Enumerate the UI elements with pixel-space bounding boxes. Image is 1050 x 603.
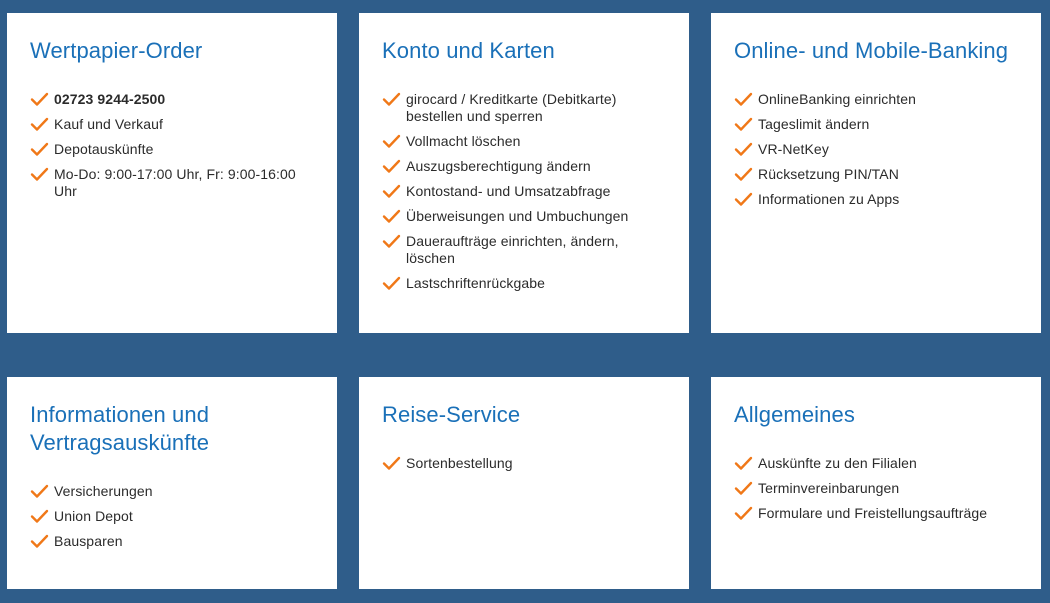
list-item-label: Formulare und Freistellungsaufträge (758, 505, 988, 521)
checkmark-icon (734, 92, 753, 107)
list-item-label: Informationen zu Apps (758, 191, 900, 207)
checkmark-icon (30, 92, 49, 107)
list-item (30, 116, 315, 133)
list-item (734, 166, 1019, 183)
list-item-label: Vollmacht löschen (406, 133, 521, 149)
card-list (30, 91, 315, 200)
checkmark-icon (30, 484, 49, 499)
card-list (734, 91, 1019, 208)
list-item-label: VR-NetKey (758, 141, 829, 157)
card-list (382, 91, 667, 292)
list-item (30, 508, 315, 525)
list-item (734, 91, 1019, 108)
list-item-hours (30, 166, 315, 200)
list-item (382, 158, 667, 175)
list-item-label: Auskünfte zu den Filialen (758, 455, 917, 471)
checkmark-icon (30, 534, 49, 549)
card-title: Allgemeines (734, 402, 855, 427)
list-item (382, 183, 667, 200)
list-item-label: Kontostand- und Umsatzabfrage (406, 183, 611, 199)
list-item-label: Terminvereinbarungen (758, 480, 900, 496)
list-item-label: Union Depot (54, 508, 133, 524)
list-item (30, 533, 315, 550)
list-item-label: OnlineBanking einrichten (758, 91, 917, 107)
list-item (734, 505, 1019, 522)
list-item (30, 141, 315, 158)
list-item (382, 91, 667, 125)
checkmark-icon (30, 167, 49, 182)
card-list (382, 455, 667, 472)
list-item-phone[interactable] (30, 91, 315, 108)
checkmark-icon (734, 481, 753, 496)
list-item (734, 191, 1019, 208)
list-item (382, 455, 667, 472)
checkmark-icon (734, 456, 753, 471)
checkmark-icon (734, 192, 753, 207)
card-title: Informationen und Vertragsauskünfte (30, 402, 210, 455)
card-title: Online- und Mobile-Banking (734, 38, 1009, 63)
list-item-label: girocard / Kreditkarte (Debitkarte) bestellen und sperren (406, 91, 617, 124)
checkmark-icon (382, 234, 401, 249)
checkmark-icon (734, 506, 753, 521)
list-item-label: Daueraufträge einrichten, ändern, löschen (406, 233, 619, 266)
list-item-label: Versicherungen (54, 483, 153, 499)
checkmark-icon (382, 184, 401, 199)
list-item-label: Lastschriftenrückgabe (406, 275, 546, 291)
checkmark-icon (30, 117, 49, 132)
list-item-label: 02723 9244-2500 (54, 91, 166, 107)
checkmark-icon (382, 276, 401, 291)
list-item-label: Sortenbestellung (406, 455, 513, 471)
checkmark-icon (382, 456, 401, 471)
checkmark-icon (30, 509, 49, 524)
card-title: Konto und Karten (382, 38, 555, 63)
card-allgemeines (711, 377, 1041, 589)
checkmark-icon (382, 209, 401, 224)
checkmark-icon (734, 167, 753, 182)
list-item (734, 141, 1019, 158)
card-online-mobile-banking (711, 13, 1041, 333)
list-item (382, 233, 667, 267)
card-list (30, 483, 315, 550)
list-item-label: Bausparen (54, 533, 123, 549)
card-konto-und-karten (359, 13, 689, 333)
checkmark-icon (382, 159, 401, 174)
card-list (734, 455, 1019, 522)
list-item (734, 480, 1019, 497)
list-item-label: Mo-Do: 9:00-17:00 Uhr, Fr: 9:00-16:00 Uhr (54, 166, 296, 199)
checkmark-icon (382, 134, 401, 149)
card-informationen-vertragsauskuenfte (7, 377, 337, 589)
list-item-label: Kauf und Verkauf (54, 116, 164, 132)
list-item (30, 483, 315, 500)
checkmark-icon (734, 142, 753, 157)
list-item-label: Überweisungen und Umbuchungen (406, 208, 629, 224)
list-item (382, 275, 667, 292)
list-item-label: Auszugsberechtigung ändern (406, 158, 591, 174)
card-title: Reise-Service (382, 402, 521, 427)
checkmark-icon (382, 92, 401, 107)
card-reise-service (359, 377, 689, 589)
list-item (382, 208, 667, 225)
card-wertpapier-order (7, 13, 337, 333)
card-title: Wertpapier-Order (30, 38, 203, 63)
checkmark-icon (30, 142, 49, 157)
list-item-label: Rücksetzung PIN/TAN (758, 166, 899, 182)
list-item-label: Tageslimit ändern (758, 116, 870, 132)
checkmark-icon (734, 117, 753, 132)
list-item (734, 116, 1019, 133)
list-item (382, 133, 667, 150)
list-item (734, 455, 1019, 472)
list-item-label: Depotauskünfte (54, 141, 154, 157)
